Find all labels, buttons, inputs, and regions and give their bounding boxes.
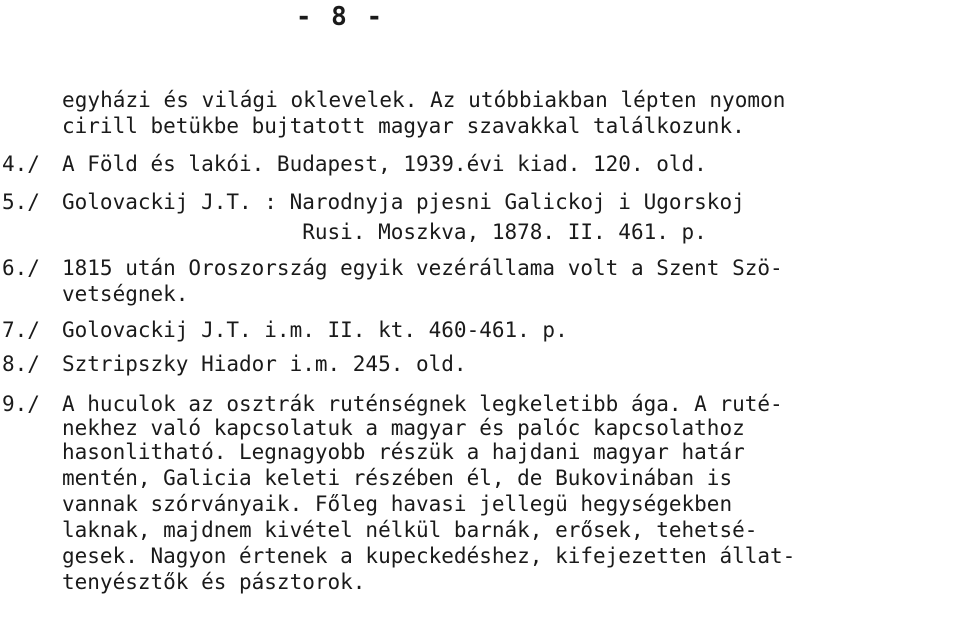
note-9-line-2: nekhez való kapcsolatuk a magyar és palóc kapcsolathoz <box>62 416 745 440</box>
page-number: - 8 - <box>295 2 385 32</box>
note-label-8: 8./ <box>2 352 40 376</box>
note-4-line-1: A Föld és lakói. Budapest, 1939.évi kiad. 120. old. <box>62 152 707 176</box>
note-9-line-6: laknak, majdnem kivétel nélkül barnák, erősek, tehetsé- <box>62 518 758 542</box>
note-9-line-5: vannak szórványaik. Főleg havasi jellegü hegységekben <box>62 492 733 516</box>
note-8-line-1: Sztripszky Hiador i.m. 245. old. <box>62 352 467 376</box>
note-6-line-1: 1815 után Oroszország egyik vezérállama volt a Szent Szö- <box>62 256 783 280</box>
note-9-line-7: gesek. Nagyon értenek a kupeckedéshez, kifejezetten állat- <box>62 544 796 568</box>
intro-line-2: cirill betükbe bujtatott magyar szavakkal találkozunk. <box>62 114 745 138</box>
note-9-line-8: tenyésztők és pásztorok. <box>62 570 366 594</box>
note-label-7: 7./ <box>2 318 40 342</box>
note-6-line-2: vetségnek. <box>62 282 189 306</box>
note-9-line-1: A huculok az osztrák ruténségnek legkeletibb ága. A ruté- <box>62 392 783 416</box>
note-label-5: 5./ <box>2 190 40 214</box>
note-label-6: 6./ <box>2 256 40 280</box>
intro-line-1: egyházi és világi oklevelek. Az utóbbiakban lépten nyomon <box>62 88 786 112</box>
note-label-9: 9./ <box>2 392 40 416</box>
note-9-line-3: hasonlitható. Legnagyobb részük a hajdani magyar határ <box>62 440 745 464</box>
note-5-line-1: Golovackij J.T. : Narodnyja pjesni Galickoj i Ugorskoj <box>62 190 745 214</box>
note-5-line-2: Rusi. Moszkva, 1878. II. 461. p. <box>62 220 707 244</box>
note-7-line-1: Golovackij J.T. i.m. II. kt. 460-461. p. <box>62 318 568 342</box>
note-label-4: 4./ <box>2 152 40 176</box>
note-9-line-4: mentén, Galicia keleti részében él, de Bukovinában is <box>62 466 733 490</box>
